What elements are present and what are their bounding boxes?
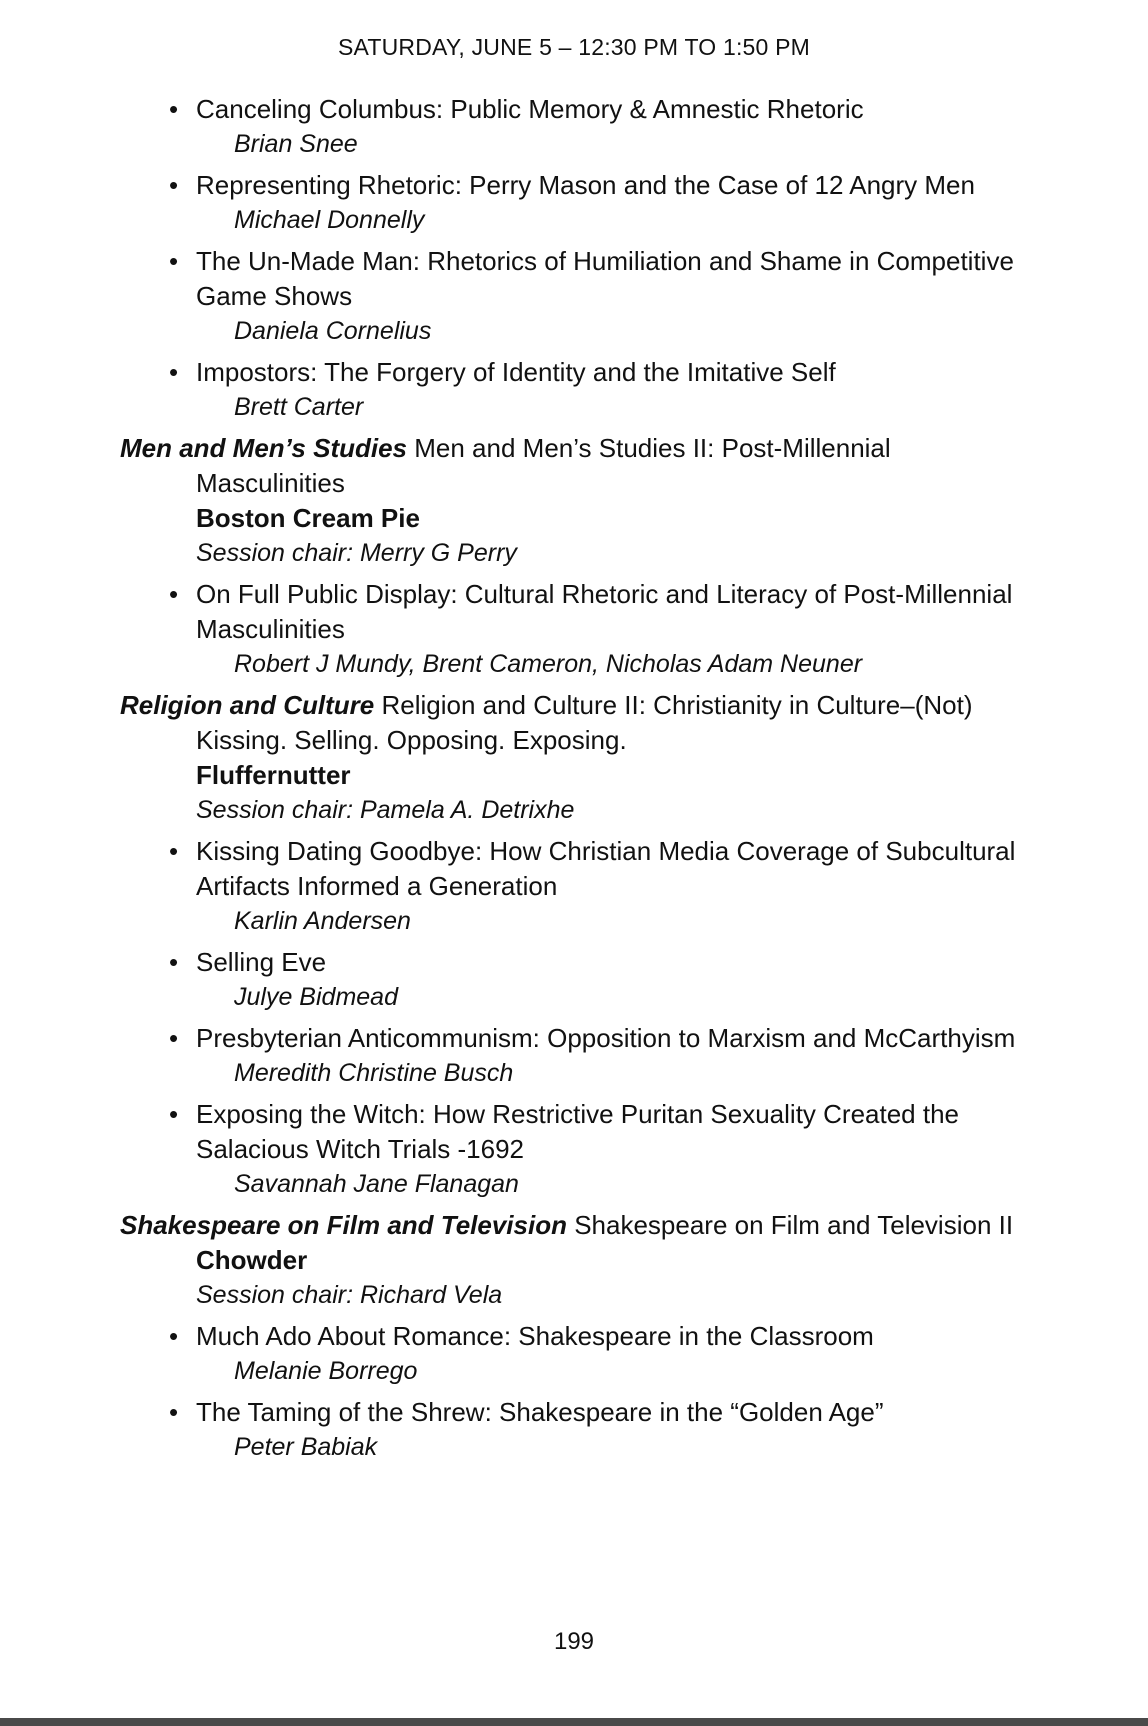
talk-item xyxy=(120,244,1040,349)
talk-title: Impostors: The Forgery of Identity and the Imitative Self xyxy=(196,357,836,387)
session-title: Men and Men’s Studies II: Post-Millennial Masculinities xyxy=(196,433,891,498)
talk-item xyxy=(120,1319,1040,1389)
talk-authors: Brett Carter xyxy=(234,393,364,421)
session-chair: Session chair: Richard Vela xyxy=(196,1281,503,1309)
bullet-icon: • xyxy=(169,1099,179,1129)
talk-authors: Karlin Andersen xyxy=(234,907,411,935)
talk-item xyxy=(120,1021,1040,1091)
talk-item xyxy=(120,834,1040,939)
bullet-icon: • xyxy=(169,170,179,200)
talk-authors: Meredith Christine Busch xyxy=(234,1059,514,1087)
program-content xyxy=(120,92,1040,1471)
session-block xyxy=(120,431,1040,682)
talk-authors: Savannah Jane Flanagan xyxy=(234,1170,519,1198)
subject-area: Men and Men’s Studies xyxy=(120,433,408,463)
bullet-icon: • xyxy=(169,1397,179,1427)
talk-authors: Robert J Mundy, Brent Cameron, Nicholas Adam Neuner xyxy=(234,650,863,678)
bullet-icon: • xyxy=(169,1321,179,1351)
talk-item xyxy=(120,168,1040,238)
subject-area: Shakespeare on Film and Television xyxy=(120,1210,567,1240)
talk-authors: Daniela Cornelius xyxy=(234,317,432,345)
talk-item xyxy=(120,1097,1040,1202)
session-heading xyxy=(120,431,1040,501)
talk-authors: Melanie Borrego xyxy=(234,1357,418,1385)
talk-authors: Julye Bidmead xyxy=(234,983,398,1011)
viewer-bottom-edge xyxy=(0,1718,1148,1726)
talk-title: On Full Public Display: Cultural Rhetoric and Literacy of Post-Millennial Masculinities xyxy=(196,579,1013,644)
talk-item xyxy=(120,355,1040,425)
talk-title: The Un-Made Man: Rhetorics of Humiliation and Shame in Competitive Game Shows xyxy=(196,246,1014,311)
talk-item xyxy=(120,945,1040,1015)
session-heading xyxy=(120,1208,1040,1243)
bullet-icon: • xyxy=(169,579,179,609)
bullet-icon: • xyxy=(169,836,179,866)
session-chair: Session chair: Pamela A. Detrixhe xyxy=(196,796,575,824)
talk-title: Much Ado About Romance: Shakespeare in the Classroom xyxy=(196,1321,874,1351)
subject-area: Religion and Culture xyxy=(120,690,375,720)
bullet-icon: • xyxy=(169,947,179,977)
talk-title: Canceling Columbus: Public Memory & Amnestic Rhetoric xyxy=(196,94,864,124)
talk-title: Kissing Dating Goodbye: How Christian Media Coverage of Subcultural Artifacts Informed a Generation xyxy=(196,836,1016,901)
bullet-icon: • xyxy=(169,94,179,124)
talk-title: Representing Rhetoric: Perry Mason and the Case of 12 Angry Men xyxy=(196,170,975,200)
talk-title: Selling Eve xyxy=(196,947,327,977)
session-block xyxy=(120,688,1040,1202)
talk-authors: Michael Donnelly xyxy=(234,206,425,234)
talk-authors: Peter Babiak xyxy=(234,1433,378,1461)
talk-authors: Brian Snee xyxy=(234,130,358,158)
session-room: Boston Cream Pie xyxy=(196,503,420,533)
page-number: 199 xyxy=(553,1628,595,1655)
talk-item xyxy=(120,92,1040,162)
bullet-icon: • xyxy=(169,1023,179,1053)
talk-title: The Taming of the Shrew: Shakespeare in the “Golden Age” xyxy=(196,1397,884,1427)
talk-item xyxy=(120,1395,1040,1465)
session-chair: Session chair: Merry G Perry xyxy=(196,539,517,567)
session-heading xyxy=(120,688,1040,758)
talk-list xyxy=(120,92,1040,425)
session-title: Religion and Culture II: Christianity in Culture–(Not) Kissing. Selling. Opposing. Exposing. xyxy=(196,690,973,755)
talk-title: Presbyterian Anticommunism: Opposition to Marxism and McCarthyism xyxy=(196,1023,1016,1053)
session-block xyxy=(120,1208,1040,1465)
talk-item xyxy=(120,577,1040,682)
bullet-icon: • xyxy=(169,246,179,276)
page-header: SATURDAY, JUNE 5 – 12:30 PM TO 1:50 PM xyxy=(337,34,811,60)
talk-title: Exposing the Witch: How Restrictive Puritan Sexuality Created the Salacious Witch Trials -1692 xyxy=(196,1099,960,1164)
session-room: Chowder xyxy=(196,1245,308,1275)
session-room: Fluffernutter xyxy=(196,760,351,790)
session-title: Shakespeare on Film and Television II xyxy=(574,1210,1014,1240)
bullet-icon: • xyxy=(169,357,179,387)
